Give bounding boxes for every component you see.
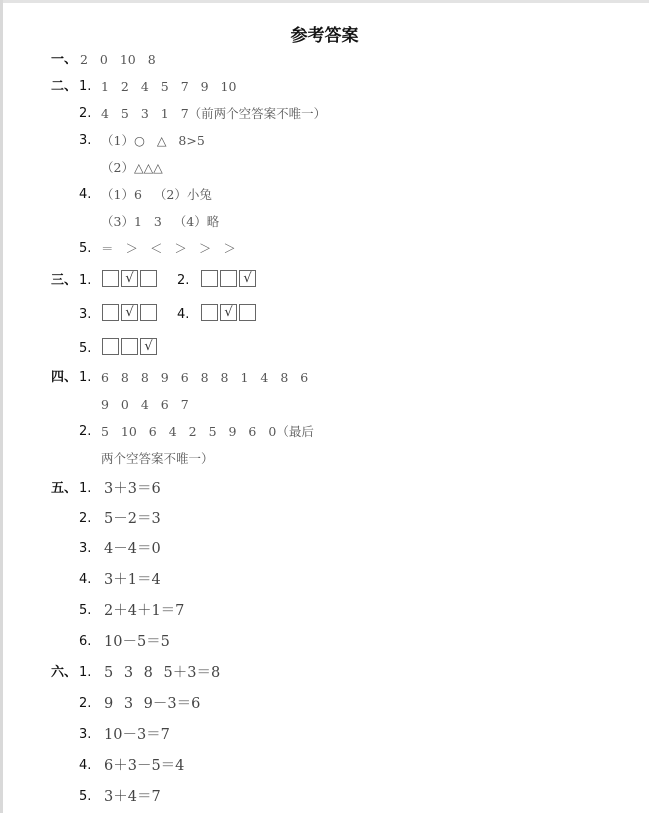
answer-box: [102, 304, 119, 321]
check-mark: √: [144, 339, 153, 354]
question-number: 2.: [79, 511, 92, 526]
equation: 3＋1＝4: [104, 572, 161, 588]
question-number: 5.: [79, 241, 92, 256]
question-number: 1.: [79, 273, 92, 288]
question-number: 4.: [79, 187, 92, 202]
page-title: 参考答案: [290, 26, 359, 46]
answer-text: ＝ ＞ ＜ ＞ ＞ ＞: [101, 241, 236, 256]
question-number: 1.: [79, 79, 92, 94]
answer-box: [140, 338, 157, 355]
question-number: 6.: [79, 634, 92, 649]
question-number: 3.: [79, 307, 92, 322]
page-top-border: [0, 0, 649, 3]
section-label: 三、: [51, 273, 78, 288]
check-mark: √: [125, 305, 134, 320]
answer-box: [102, 270, 119, 287]
answer-box: [121, 304, 138, 321]
answer-text: （2）△△△: [101, 160, 163, 175]
equation: 3＋4＝7: [104, 789, 161, 805]
answer-box: [239, 304, 256, 321]
question-number: 2.: [177, 273, 190, 288]
section-label: 四、: [51, 370, 78, 385]
question-number: 1.: [79, 481, 92, 496]
answer-box: [220, 270, 237, 287]
question-number: 2.: [79, 106, 92, 121]
answer-boxes: [201, 270, 256, 287]
answer-box: [102, 338, 119, 355]
answer-text: 6 8 8 9 6 8 8 1 4 8 6: [101, 370, 309, 385]
answer-text: 4 5 3 1 7（前两个空答案不唯一）: [101, 106, 327, 121]
equation: 3＋3＝6: [104, 481, 161, 497]
question-number: 4.: [177, 307, 190, 322]
answer-text: 两个空答案不唯一）: [101, 451, 214, 466]
equation: 2＋4＋1＝7: [104, 603, 185, 619]
check-mark: √: [243, 271, 252, 286]
answer-boxes: [102, 304, 157, 321]
equation: 5 3 8 5＋3＝8: [104, 665, 221, 681]
answer-box: [140, 270, 157, 287]
question-number: 4.: [79, 572, 92, 587]
question-number: 4.: [79, 758, 92, 773]
question-number: 5.: [79, 789, 92, 804]
answer-text: （3）1 3 （4）略: [101, 214, 220, 229]
answer-text: （1）○ △ 8>5: [101, 133, 205, 148]
question-number: 5.: [79, 341, 92, 356]
equation: 9 3 9－3＝6: [104, 696, 201, 712]
question-number: 1.: [79, 370, 92, 385]
equation: 6＋3－5＝4: [104, 758, 185, 774]
question-number: 2.: [79, 424, 92, 439]
answer-text: 1 2 4 5 7 9 10: [101, 79, 237, 94]
question-number: 5.: [79, 603, 92, 618]
answer-boxes: [201, 304, 256, 321]
question-number: 3.: [79, 133, 92, 148]
section-label: 五、: [51, 481, 78, 496]
section-label: 二、: [51, 79, 78, 94]
section-label: 一、: [51, 52, 78, 67]
answer-box: [121, 270, 138, 287]
answer-box: [140, 304, 157, 321]
question-number: 3.: [79, 727, 92, 742]
answer-text: 2 0 10 8: [80, 52, 156, 67]
equation: 5－2＝3: [104, 511, 161, 527]
answer-box: [220, 304, 237, 321]
equation: 10－3＝7: [104, 727, 170, 743]
section-label: 六、: [51, 665, 78, 680]
answer-box: [201, 270, 218, 287]
check-mark: √: [224, 305, 233, 320]
answer-boxes: [102, 270, 157, 287]
answer-text: 5 10 6 4 2 5 9 6 0（最后: [101, 424, 314, 439]
answer-box: [201, 304, 218, 321]
question-number: 2.: [79, 696, 92, 711]
question-number: 1.: [79, 665, 92, 680]
answer-text: 9 0 4 6 7: [101, 397, 189, 412]
answer-box: [239, 270, 256, 287]
answer-boxes: [102, 338, 157, 355]
answer-text: （1）6 （2）小兔: [101, 187, 212, 202]
equation: 10－5＝5: [104, 634, 170, 650]
page-left-border: [0, 0, 3, 813]
equation: 4－4＝0: [104, 541, 161, 557]
question-number: 3.: [79, 541, 92, 556]
check-mark: √: [125, 271, 134, 286]
answer-box: [121, 338, 138, 355]
